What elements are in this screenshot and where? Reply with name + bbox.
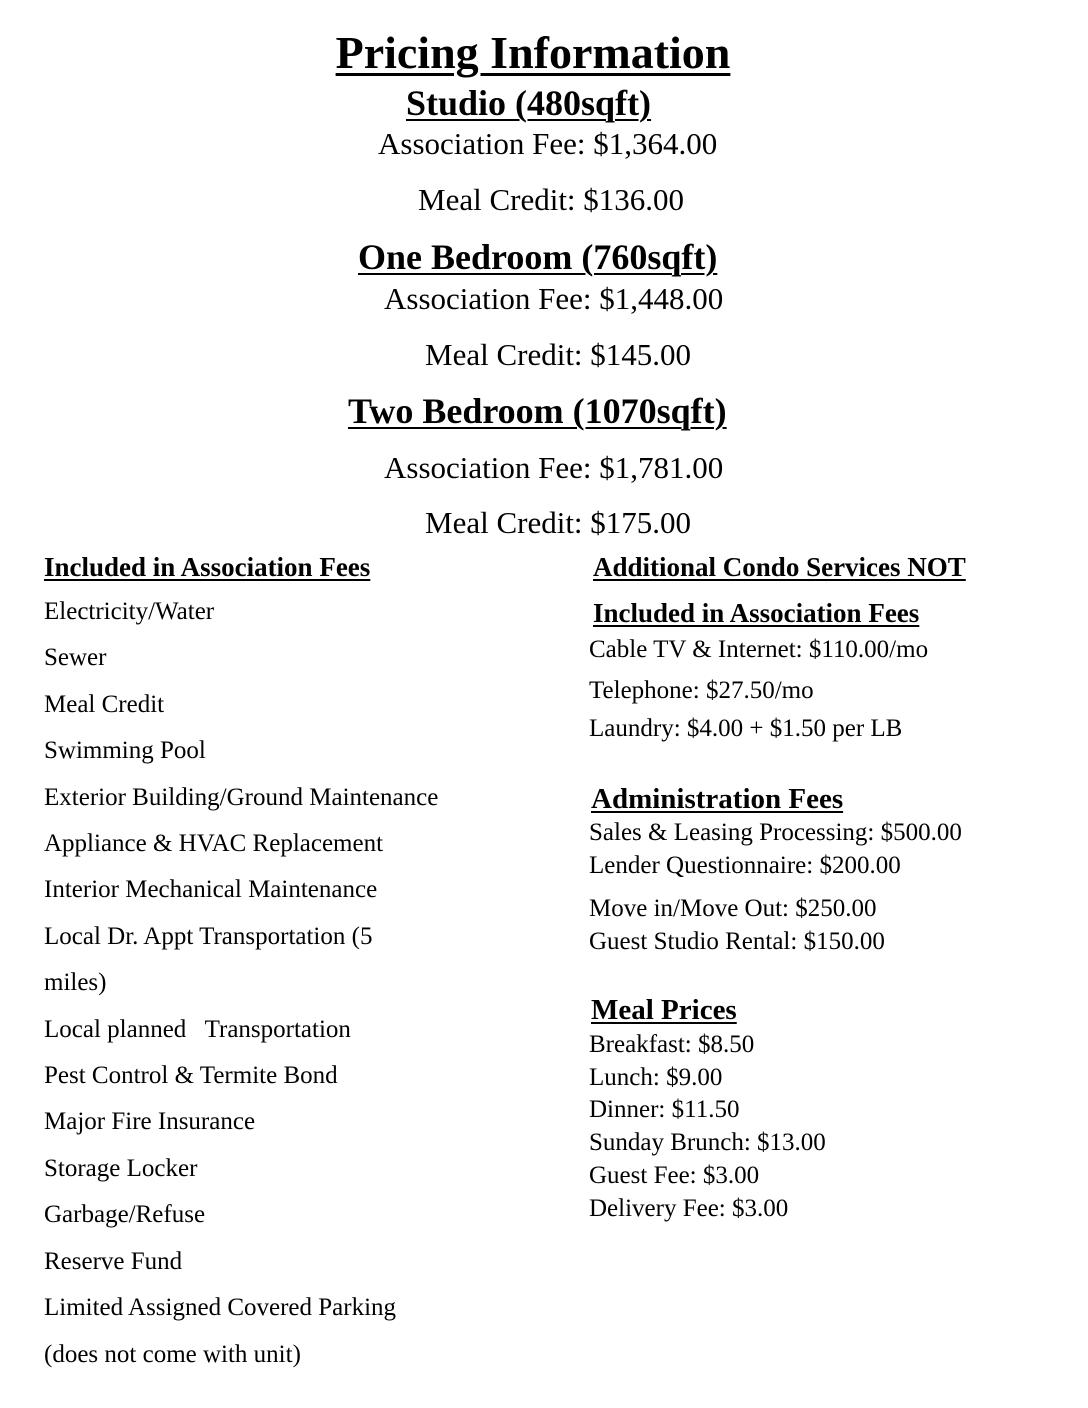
included-list <box>44 589 438 1378</box>
meal-item-guest-fee: Guest Fee: $3.00 <box>589 1162 760 1189</box>
list-item: miles) <box>44 969 107 997</box>
list-item: Meal Credit <box>44 690 165 718</box>
list-item: Interior Mechanical Maintenance <box>44 876 378 904</box>
meal-item-lunch: Lunch: $9.00 <box>589 1064 723 1091</box>
two-bedroom-meal-credit: Meal Credit: $175.00 <box>425 505 692 540</box>
additional-heading-line2: Included in Association Fees <box>593 598 920 628</box>
one-bedroom-heading: One Bedroom (760sqft) <box>358 237 718 277</box>
studio-association-fee: Association Fee: $1,364.00 <box>378 126 718 161</box>
list-item: Garbage/Refuse <box>44 1201 206 1229</box>
meal-item-dinner: Dinner: $11.50 <box>589 1096 740 1123</box>
list-item: Electricity/Water <box>44 598 215 625</box>
two-bedroom-association-fee: Association Fee: $1,781.00 <box>384 450 724 485</box>
list-item: Exterior Building/Ground Maintenance <box>44 783 439 811</box>
list-item: Local planned Transportation <box>44 1015 351 1043</box>
studio-meal-credit: Meal Credit: $136.00 <box>418 182 685 217</box>
meal-item-delivery-fee: Delivery Fee: $3.00 <box>589 1195 789 1222</box>
admin-item-move: Move in/Move Out: $250.00 <box>589 895 877 922</box>
page-title: Pricing Information <box>335 27 731 78</box>
administration-heading: Administration Fees <box>591 783 844 815</box>
list-item: Storage Locker <box>44 1154 198 1182</box>
list-item: (does not come with unit) <box>44 1340 301 1368</box>
one-bedroom-association-fee: Association Fee: $1,448.00 <box>384 281 724 316</box>
included-heading: Included in Association Fees <box>44 552 371 582</box>
additional-heading-line1: Additional Condo Services NOT <box>593 552 966 582</box>
list-item: Limited Assigned Covered Parking <box>44 1294 397 1322</box>
meal-item-breakfast: Breakfast: $8.50 <box>589 1031 755 1058</box>
meal-prices-heading: Meal Prices <box>591 994 737 1026</box>
list-item: Pest Control & Termite Bond <box>44 1062 338 1090</box>
list-item: Major Fire Insurance <box>44 1108 256 1136</box>
additional-item-cable: Cable TV & Internet: $110.00/mo <box>589 636 929 663</box>
admin-item-sales: Sales & Leasing Processing: $500.00 <box>589 819 962 846</box>
list-item: Reserve Fund <box>44 1247 183 1275</box>
additional-item-laundry: Laundry: $4.00 + $1.50 per LB <box>589 715 903 742</box>
additional-item-telephone: Telephone: $27.50/mo <box>589 677 814 704</box>
studio-heading: Studio (480sqft) <box>406 83 652 123</box>
two-bedroom-heading: Two Bedroom (1070sqft) <box>348 391 727 431</box>
list-item: Swimming Pool <box>44 737 206 765</box>
meal-item-sunday-brunch: Sunday Brunch: $13.00 <box>589 1129 826 1156</box>
one-bedroom-meal-credit: Meal Credit: $145.00 <box>425 337 692 372</box>
list-item: Local Dr. Appt Transportation (5 <box>44 922 373 950</box>
admin-item-guest-studio: Guest Studio Rental: $150.00 <box>589 928 885 955</box>
admin-item-lender: Lender Questionnaire: $200.00 <box>589 852 901 879</box>
list-item: Appliance & HVAC Replacement <box>44 830 384 858</box>
list-item: Sewer <box>44 644 107 672</box>
